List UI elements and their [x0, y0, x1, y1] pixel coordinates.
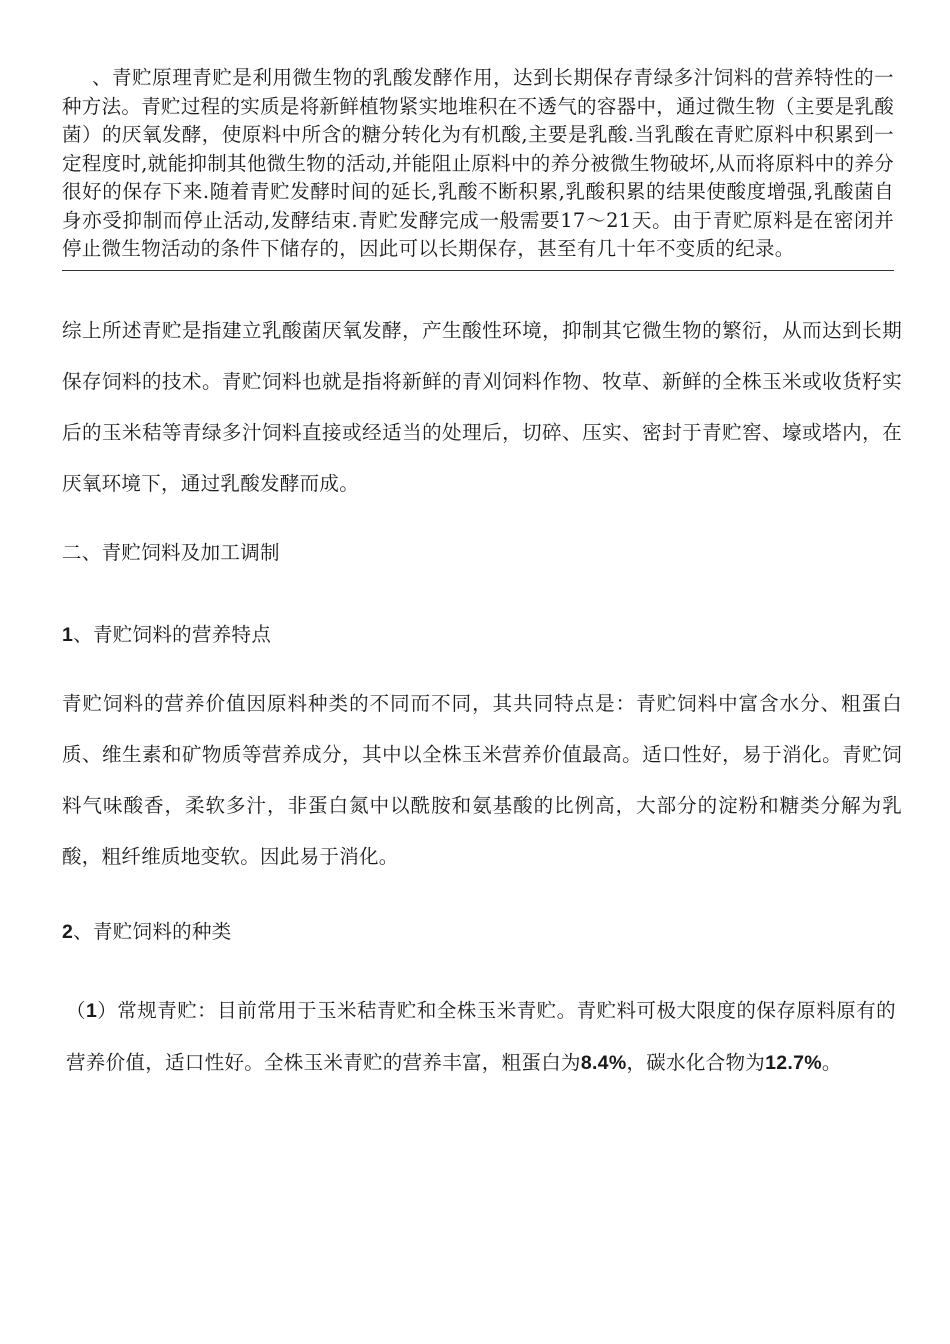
section-2-heading: 二、青贮饲料及加工调制 [62, 541, 280, 564]
summary-paragraph: 综上所述青贮是指建立乳酸菌厌氧发酵，产生酸性环境，抑制其它微生物的繁衍，从而达到长期保存饲料的技术。青贮饲料也就是指将新鲜的青刈饲料作物、牧草、新鲜的全株玉米或收货籽实后的玉米秸等青绿多汁饲料直接或经适当的处理后，切碎、压实、密封于青贮窖、壕或塔内，在厌氧环境下，通过乳酸发酵而成。 [62, 319, 902, 495]
item-1-text-c: 。 [821, 1051, 842, 1074]
subsection-2-number: 2 [62, 921, 74, 943]
item-1-text-a: ）常规青贮：目前常用于玉米秸青贮和全株玉米青贮。青贮料可极大限度的保存原料原有的营养价值，适口性好。全株玉米青贮的营养丰富，粗蛋白为 [66, 999, 896, 1074]
carbohydrate-value: 12.7% [765, 1052, 822, 1074]
subsection-1-number: 1 [62, 624, 74, 646]
nutrition-paragraph: 青贮饲料的营养价值因原料种类的不同而不同，其共同特点是：青贮饲料中富含水分、粗蛋白质、维生素和矿物质等营养成分，其中以全株玉米营养价值最高。适口性好，易于消化。青贮饲料气味酸香，柔软多汁，非蛋白氮中以酰胺和氨基酸的比例高，大部分的淀粉和糖类分解为乳酸，粗纤维质地变软。因此易于消化。 [62, 692, 902, 868]
subsection-2-heading [62, 917, 232, 947]
item-1-number: 1 [85, 1000, 98, 1022]
intro-paragraph: 、青贮原理青贮是利用微生物的乳酸发酵作用，达到长期保存青绿多汁饲料的营养特性的一种方法。青贮过程的实质是将新鲜植物紧实地堆积在不透气的容器中，通过微生物（主要是乳酸菌）的厌氧发酵，使原料中所含的糖分转化为有机酸,主要是乳酸.当乳酸在青贮原料中积累到一定程度时,就能抑制其他微生物的活动,并能阻止原料中的养分被微生物破坏,从而将原料中的养分很好的保存下来.随着青贮发酵时间的延长,乳酸不断积累,乳酸积累的结果使酸度增强,乳酸菌自身亦受抑制而停止活动,发酵结束.青贮发酵完成一般需要17〜21天。由于青贮原料是在密闭并停止微生物活动的条件下储存的，因此可以长期保存，甚至有几十年不变质的纪录。 [62, 64, 894, 271]
crude-protein-value: 8.4% [580, 1052, 627, 1074]
regular-silage-paragraph [66, 985, 896, 1089]
subsection-1-title: 、青贮饲料的营养特点 [73, 623, 272, 646]
subsection-2-title: 、青贮饲料的种类 [73, 920, 232, 943]
item-1-text-b: ，碳水化合物为 [626, 1051, 766, 1074]
subsection-1-heading [62, 620, 271, 650]
item-1-open-paren: （ [66, 999, 86, 1022]
